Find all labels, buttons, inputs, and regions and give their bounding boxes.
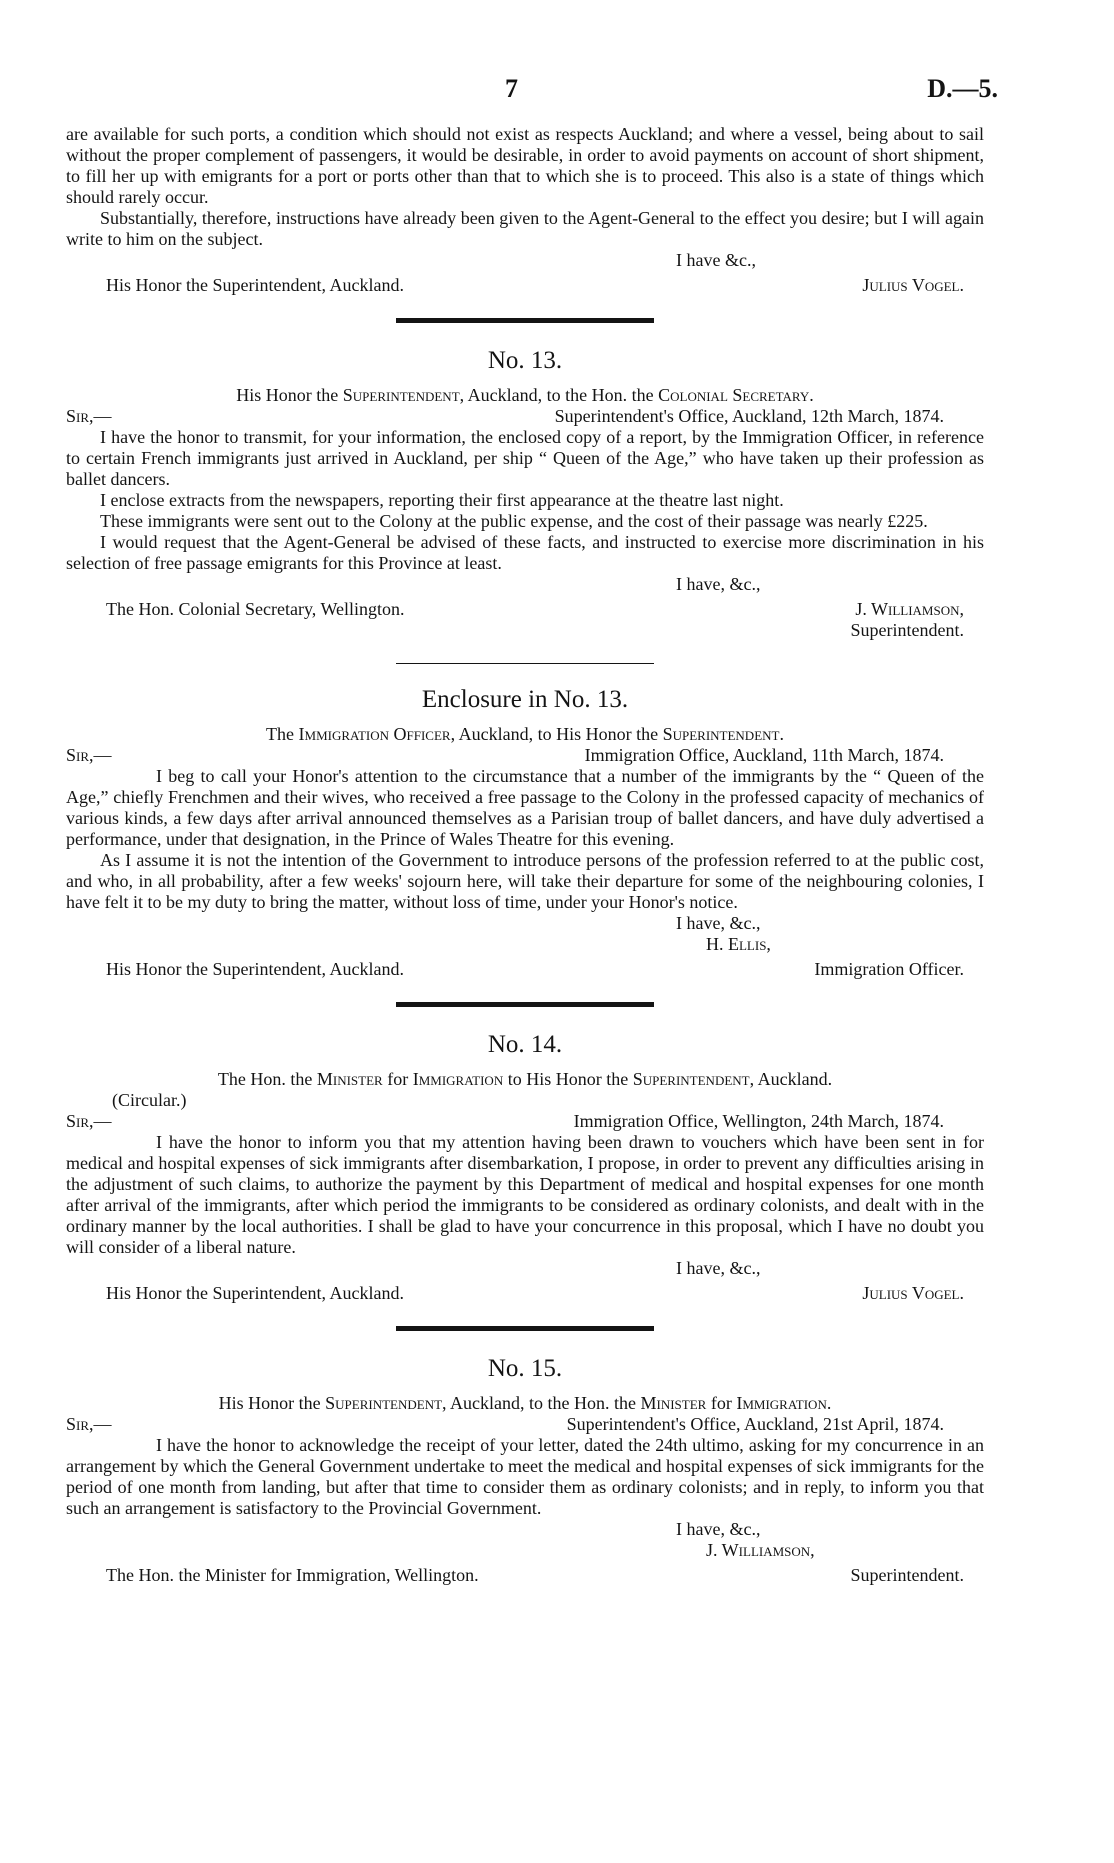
signature: J. Williamson, bbox=[855, 599, 964, 619]
circular-note: (Circular.) bbox=[112, 1090, 187, 1110]
paragraph: As I assume it is not the intention of the Government to introduce persons of the profession referred to at the public cost, and who, in all probability, after a few weeks' sojourn here, will take their departure for some of the neighbouring colonies, I have felt it to be my duty to bring the matter, without loss of time, under your Honor's notice. bbox=[66, 850, 984, 912]
dateline: Immigration Office, Auckland, 11th March, 1874. bbox=[584, 745, 944, 765]
dateline-row bbox=[66, 1111, 984, 1132]
paragraph: I enclose extracts from the newspapers, reporting their first appearance at the theatre last night. bbox=[100, 490, 784, 510]
signature: H. Ellis, bbox=[706, 934, 771, 954]
closing: I have, &c., bbox=[676, 1519, 761, 1539]
addressee: The Hon. the Minister for Immigration, Wellington. bbox=[106, 1565, 479, 1585]
signature-title: Immigration Officer. bbox=[814, 959, 964, 979]
addressee: His Honor the Superintendent, Auckland. bbox=[106, 1283, 404, 1303]
paragraph: These immigrants were sent out to the Colony at the public expense, and the cost of their passage was nearly £225. bbox=[100, 511, 928, 531]
letter-heading: No. 13. bbox=[487, 347, 563, 374]
letter-route: The Hon. the Minister for Immigration to His Honor the Superintendent, Auckland. bbox=[217, 1069, 833, 1089]
paragraph: I have the honor to inform you that my attention having been drawn to vouchers which have been sent in for medical and hospital expenses of sick immigrants after disembarkation, I propose, in order to prevent any difficulties arising in the adjustment of such claims, to authorize the payment by this Department of medical and hospital expenses for one month after arrival of the immigrants, after which period the immigrants to be considered as ordinary colonists, and dealt with in the ordinary manner by the local authorities. I shall be glad to have your concurrence in this proposal, which I have no doubt you will consider of a liberal nature. bbox=[66, 1132, 984, 1257]
section-divider bbox=[396, 663, 654, 664]
paragraph: I have the honor to transmit, for your information, the enclosed copy of a report, by the Immigration Officer, in reference to certain French immigrants just arrived in Auckland, per ship “ Queen of the Age,” who have taken up their profession as ballet dancers. bbox=[66, 427, 984, 489]
paragraph: are available for such ports, a condition which should not exist as respects Auckland; and where a vessel, being about to sail without the proper complement of passengers, it would be desirable, in order to avoid payments on account of short shipment, to fill her up with emigrants for a port or ports other than that to which she is to proceed. This also is a state of things which should rarely occur. bbox=[66, 124, 984, 207]
closing: I have, &c., bbox=[676, 574, 761, 594]
dateline-row bbox=[66, 745, 984, 766]
letter-route: His Honor the Superintendent, Auckland, to the Hon. the Colonial Secretary. bbox=[236, 385, 814, 405]
section-divider bbox=[396, 318, 654, 323]
dateline: Superintendent's Office, Auckland, 21st April, 1874. bbox=[566, 1414, 944, 1434]
closing: I have, &c., bbox=[676, 913, 761, 933]
signature-row bbox=[66, 959, 984, 980]
paragraph: I have the honor to acknowledge the receipt of your letter, dated the 24th ultimo, asking for my concurrence in an arrangement by which the General Government undertake to meet the medical and hospital expenses of sick immigrants for the period of one month from landing, but after that time to consider them as ordinary colonists; and in reply, to inform you that such an arrangement is satisfactory to the Provincial Government. bbox=[66, 1435, 984, 1518]
salutation: Sir,— bbox=[66, 1414, 112, 1434]
signature: Julius Vogel. bbox=[862, 275, 964, 295]
salutation: Sir,— bbox=[66, 1111, 112, 1131]
paragraph: I beg to call your Honor's attention to the circumstance that a number of the immigrants by the “ Queen of the Age,” chiefly Frenchmen and their wives, who received a free passage to the Colony in the professed capacity of mechanics of various kinds, a few days after arrival announced themselves as a Parisian troup of ballet dancers, and have duly advertised a performance, under that designation, in the Prince of Wales Theatre for this evening. bbox=[66, 766, 984, 849]
addressee: His Honor the Superintendent, Auckland. bbox=[106, 275, 404, 295]
dateline: Immigration Office, Wellington, 24th March, 1874. bbox=[573, 1111, 944, 1131]
page-number: 7 bbox=[505, 74, 518, 103]
paragraph: I would request that the Agent-General be advised of these facts, and instructed to exercise more discrimination in his selection of free passage emigrants for this Province at least. bbox=[66, 532, 984, 573]
letter-heading: No. 15. bbox=[487, 1355, 563, 1382]
addressee: The Hon. Colonial Secretary, Wellington. bbox=[106, 599, 405, 619]
salutation: Sir,— bbox=[66, 406, 112, 426]
paragraph: Substantially, therefore, instructions have already been given to the Agent-General to the effect you desire; but I will again write to him on the subject. bbox=[66, 208, 984, 249]
letter-heading: Enclosure in No. 13. bbox=[421, 686, 629, 713]
signature-title: Superintendent. bbox=[850, 1565, 964, 1585]
signature-row bbox=[66, 599, 984, 620]
document-body bbox=[66, 124, 984, 1586]
letter-no-15 bbox=[66, 1355, 984, 1586]
letter-no-14 bbox=[66, 1031, 984, 1304]
letter-route: His Honor the Superintendent, Auckland, to the Hon. the Minister for Immigration. bbox=[218, 1393, 832, 1413]
signature-row bbox=[66, 1565, 984, 1586]
signature: Julius Vogel. bbox=[862, 1283, 964, 1303]
section-divider bbox=[396, 1002, 654, 1007]
salutation: Sir,— bbox=[66, 745, 112, 765]
signature-row bbox=[66, 1283, 984, 1304]
section-divider bbox=[396, 1326, 654, 1331]
closing: I have &c., bbox=[676, 250, 756, 270]
dateline-row bbox=[66, 1414, 984, 1435]
letter-route: The Immigration Officer, Auckland, to His Honor the Superintendent. bbox=[266, 724, 784, 744]
document-reference: D.—5. bbox=[927, 74, 998, 103]
signature-title: Superintendent. bbox=[850, 620, 964, 640]
letter-no-13 bbox=[66, 347, 984, 641]
addressee: His Honor the Superintendent, Auckland. bbox=[106, 959, 404, 979]
dateline-row bbox=[66, 406, 984, 427]
dateline: Superintendent's Office, Auckland, 12th March, 1874. bbox=[554, 406, 944, 426]
letter-heading: No. 14. bbox=[487, 1031, 563, 1058]
signature-row bbox=[66, 275, 984, 296]
enclosure-no-13 bbox=[66, 686, 984, 980]
intro-letter bbox=[66, 124, 984, 296]
closing: I have, &c., bbox=[676, 1258, 761, 1278]
signature: J. Williamson, bbox=[706, 1540, 815, 1560]
